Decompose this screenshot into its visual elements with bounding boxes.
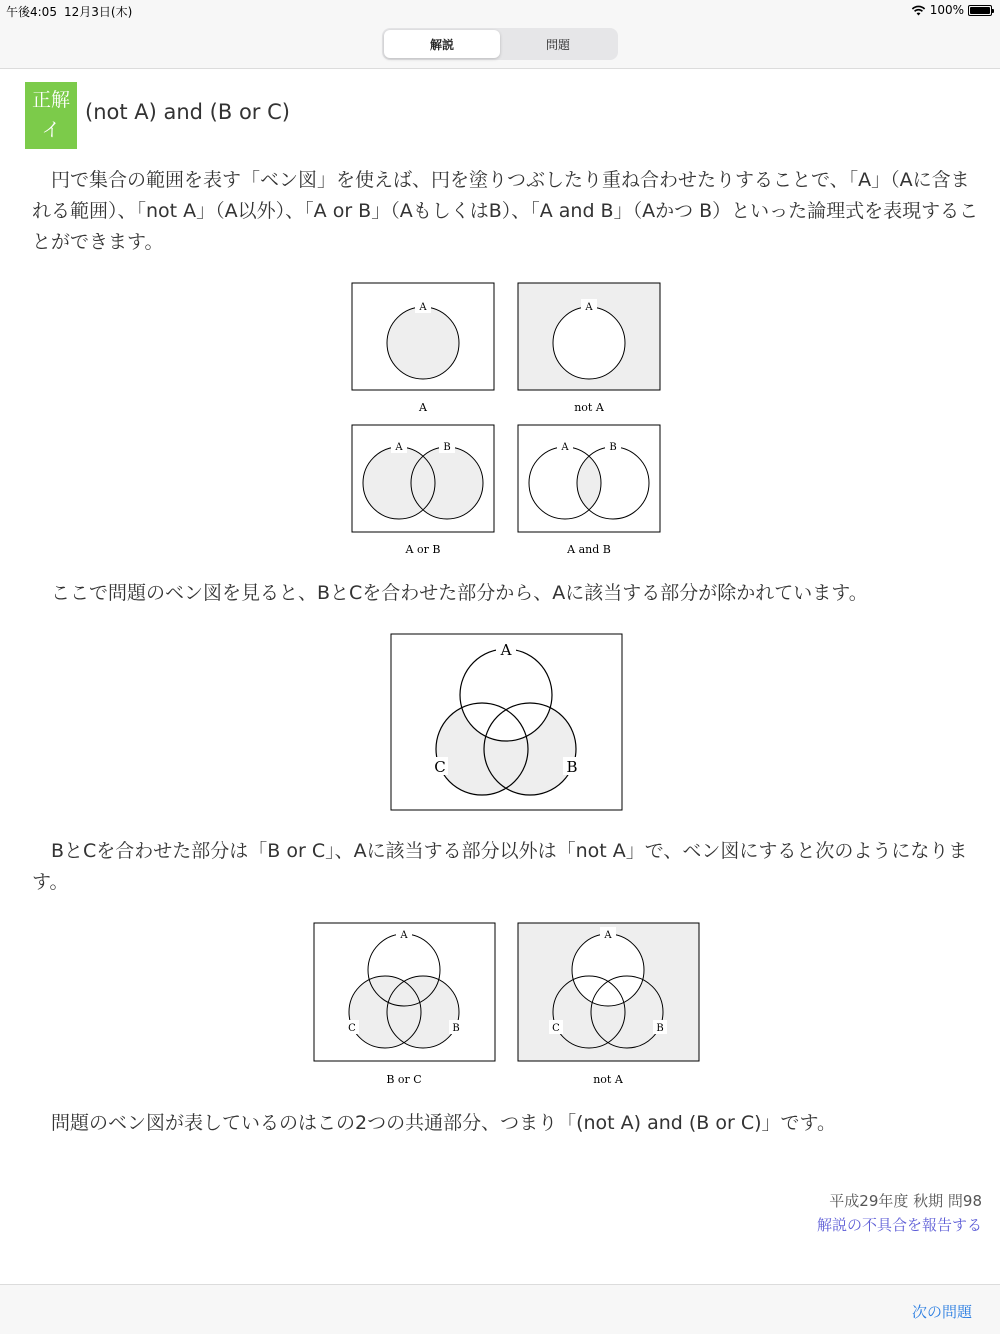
- venn-caption: not A: [574, 401, 604, 414]
- venn-figure-not-a: [517, 282, 662, 421]
- battery-icon: [968, 5, 992, 16]
- venn-figure-a-or-b: [351, 424, 496, 563]
- venn-circle-a: [387, 307, 459, 379]
- venn-label-a: A: [419, 302, 427, 313]
- nav-bar: [0, 22, 1000, 69]
- venn-caption: A or B: [405, 543, 441, 556]
- explanation-paragraph-3: BとCを合わせた部分は「B or C」、Aに該当する部分以外は「not A」で、ベン図にすると次のようになります。: [32, 840, 968, 893]
- report-issue-link[interactable]: 解説の不具合を報告する: [816, 1216, 982, 1234]
- venn-figure-a-and-b: [517, 424, 662, 563]
- venn-label-a: A: [395, 442, 403, 453]
- answer-badge-choice: イ: [41, 119, 61, 141]
- venn-label-b: B: [609, 442, 617, 453]
- explanation-paragraph-2: ここで問題のベン図を見ると、BとCを合わせた部分から、Aに該当する部分が除かれています。: [32, 582, 868, 604]
- venn-label-b: B: [656, 1023, 664, 1034]
- answer-title: (not A) and (B or C): [85, 100, 290, 124]
- next-question-button[interactable]: 次の問題: [911, 1303, 972, 1321]
- tab-explanation[interactable]: 解説: [384, 30, 500, 58]
- venn-caption: A: [419, 401, 427, 414]
- question-source: 平成29年度 秋期 問98: [829, 1192, 982, 1210]
- status-time: 午後4:05: [6, 5, 57, 19]
- venn-label-c: C: [434, 758, 446, 776]
- status-right: [911, 3, 992, 17]
- venn-label-b: B: [452, 1023, 460, 1034]
- tab-question[interactable]: 問題: [545, 37, 570, 52]
- bottom-toolbar: [0, 1284, 1000, 1334]
- status-bar: [0, 0, 1000, 22]
- venn-figure-not-a-three: [517, 922, 701, 1094]
- venn-caption: B or C: [386, 1073, 422, 1086]
- venn-label-a: A: [500, 641, 512, 659]
- status-date: 12月3日(木): [64, 5, 133, 19]
- venn-circle-a: [553, 307, 625, 379]
- explanation-paragraph-4: 問題のベン図が表しているのはこの2つの共通部分、つまり「(not A) and (B or C)」です。: [32, 1112, 837, 1134]
- venn-label-c: C: [552, 1023, 560, 1034]
- venn-label-a: A: [604, 930, 612, 941]
- venn-label-b: B: [566, 758, 578, 776]
- venn-caption: A and B: [567, 543, 611, 556]
- venn-figure-problem: [390, 633, 624, 817]
- battery-percent: 100%: [929, 3, 964, 17]
- venn-circle-a: [572, 934, 644, 1006]
- venn-figure-b-or-c: [313, 922, 497, 1094]
- venn-label-b: B: [443, 442, 451, 453]
- venn-label-c: C: [348, 1023, 356, 1034]
- venn-label-a: A: [585, 302, 593, 313]
- answer-badge: [25, 82, 77, 149]
- segmented-control: [382, 28, 618, 60]
- answer-badge-label: 正解: [31, 89, 70, 111]
- venn-figure-a: [351, 282, 496, 421]
- venn-caption: not A: [593, 1073, 623, 1086]
- venn-label-a: A: [400, 930, 408, 941]
- explanation-paragraph-1: 円で集合の範囲を表す「ベン図」を使えば、円を塗りつぶしたり重ね合わせたりすることで、「A」（Aに含まれる範囲）、「not A」（A以外）、「A or B」（AもしくはB）、「A and B」（Aかつ B）といった論理式を表現することができます。: [32, 169, 979, 253]
- venn-label-a: A: [561, 442, 569, 453]
- wifi-icon: [911, 5, 926, 16]
